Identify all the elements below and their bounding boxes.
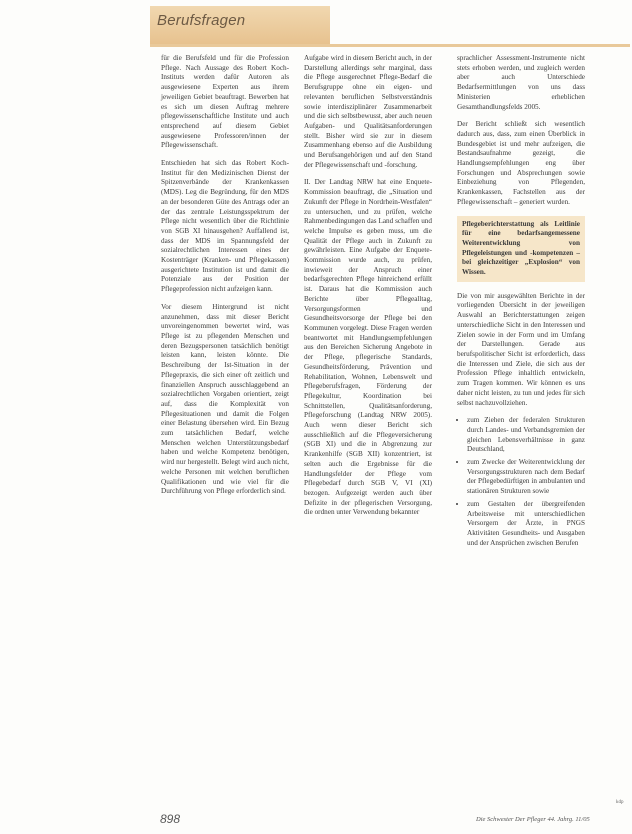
text-column-1 (161, 54, 289, 505)
paragraph: Entschieden hat sich das Robert Koch-Institut für den Medizinischen Dienst der Spitzenverbände der Krankenkassen (MDS). Leg die Begründung, für den MDS an der besonderen Güte des Antrags oder an der das zentrale Leistungsspektrum der Pflege nicht wesentlich über die Richtlinie von SGB XI hinausgehen? Auffallend ist, dass der MDS im Spannungsfeld der sozialrechtlichen Interessen eines der Kostenträger (Kranken- und Pflegekassen) ausgerichtete Institution ist und damit die Potenziale aus der Position der Pflegeprofession nicht aufzeigen kann. (161, 159, 289, 294)
text-column-2 (304, 54, 432, 526)
list-item: • zum Gestalten der übergreifenden Arbeitsweise mit unterschiedlichen Versorgern der Ärzte, in PNGS Aktivitäten Gesundheits- und Ausgaben und der Ansprüchen zwischen Berufen (467, 500, 585, 549)
list-item: • zum Zwecke der Weiterentwicklung der Versorgungsstrukturen nach dem Bedarf der Pflegebedürftigen in ambulanten und stationären Strukturen sowie (467, 458, 585, 497)
journal-footer: Die Schwester Der Pfleger 44. Jahrg. 11/05 (476, 816, 590, 823)
paragraph: sprachlicher Assessment-Instrumente nicht stets erhoben werden, und zugleich werden aber auch Unterschiede Bedarfsermittlungen von uns dass Ministerien erheblichen Gesamthandlungsfelds 2005. (457, 54, 585, 111)
paragraph: Der Bericht schließt sich wesentlich dadurch aus, dass, zum einen Überblick in Bundesgebiet ist und mehr aufzeigen, die Bestandsaufnahme gezeigt, die Handlungsempfehlungen eng über Forschungen und Absprechungen sowie Einbeziehung von Pflegenden, Krankenkassen, Fachstellen aus der Pflegewissenschaft – generiert wurden. (457, 120, 585, 206)
corner-mark: kdp (616, 800, 624, 805)
highlight-box: Pflegeberichterstattung als Leitlinie für eine bedarfsangemessene Weiterentwicklung von Pflegeleistungen und -kompetenzen – bei gleichzeitiger „Explosion“ von Wissen. (457, 216, 585, 282)
bullet-list (457, 416, 585, 548)
paragraph: Vor diesem Hintergrund ist nicht anzunehmen, dass mit dieser Bericht unvoreingenommen bewertet wird, was Pflege ist zu pflegenden Menschen und deren Bezugspersonen tatsächlich benötigt leisten kann, leisten könnte. Die Beschreibung der Ist-Situation in der Pflegepraxis, die sich einer oft zeitlich und finanziellen Anspruch ausschlaggebend an sozialrechtlichen Vorgaben orientiert, zeigt auf, dass die Komplexität von Pflegesituationen und damit die Folgen einer Belastung übersehen wird. Ein Bezug zum tatsächlichen Bedarf, welche Menschen welchen Unterstützungsbedarf haben und welche Kompetenz benötigen, wird nur hergestellt. Belegt wird auch nicht, welche Personen mit welchen beruflichen Qualifikationen und wie viel für die Durchführung von Pflege erforderlich sind. (161, 302, 289, 496)
paragraph: Die von mir ausgewählten Berichte in der vorliegenden Übersicht in der jeweiligen Auswahl an Berichterstattungen zeigen unterschiedliche Sicht in den Interessen und Zielen sowie in der Form und im Umfang der Darstellungen. Gerade aus berufspolitischer Sicht ist erforderlich, dass die Interessen und Ziele, die sich aus der Profession Pflege inhaltlich entwickeln, zum Tragen kommen. Wir können es uns daher nicht leisten, zu tun und jedes für sich selbst nachzuvollziehen. (457, 291, 585, 407)
header-accent-line (150, 44, 630, 47)
paragraph: Aufgabe wird in diesem Bericht auch, in der Darstellung allerdings sehr marginal, dass die Pflege ausgerechnet Pflege-Bedarf die Berufsgruppe ohne ein eigen- und relevanten beruflichen Selbstverständnis sowie interdisziplinärer Zusammenarbeit und die sich selbstbewusst, aber auch neuen Aufgaben- und Qualitätsanforderungen stellt. Bisher wird sie zur in diesem Zusammenhang ebenso auf die Ausbildung und Berufsangehörigen und auf den Stand der Pflegewissenschaft und -forschung. (304, 54, 432, 169)
paragraph: für die Berufsfeld und für die Profession Pflege. Nach Aussage des Robert Koch-Instituts werden dafür Autoren als ausgewiesene Experten aus ihrem jeweiligen Gebiet beauftragt. Bewerben hat es sich um diesen Auftrag mehrere pflegewissenschaftliche Institute und auch entsprechend auf diesem Gebiet ausgewiesene Professoren/innen der Pflegewissenschaft. (161, 54, 289, 150)
text-column-3 (457, 54, 585, 556)
page-number: 898 (160, 812, 181, 826)
list-item: • zum Ziehen der federalen Strukturen durch Landes- und Verbandsgremien der gleichen Lebensverhältnisse in ganz Deutschland, (467, 416, 585, 455)
paragraph: II. Der Landtag NRW hat eine Enquete-Kommission beauftragt, die „Situation und Zukunft der Pflege in Nordrhein-Westfalen“ zu untersuchen, und zu prüfen, welche Rahmenbedingungen das Land schaffen und welche Impulse es geben muss, um die Qualität der Pflege auch in Zukunft zu gewährleisten. Eine Aufgabe der Enquete-Kommission wurde auch, zu prüfen, inwieweit der Anspruch einer bedarfsgerechten Pflege hinreichend erfüllt ist. Daraus hat die Kommission auch Berichte über Pflegealltag, Versorgungsformen und Gesundheitsvorsorge der Pflege bei den Kommunen vorgelegt. Diese Fragen werden beantwortet mit Handlungsempfehlungen aus den Bereichen Sicherung Angebote in der Pflege, pflegerische Standards, Gesundheitsförderung, Prävention und Rehabilitation, Wohnen, Lebenswelt und Pflegeberufsfragen, Förderung der Pflegekultur, Koordination bei Schnittstellen, Qualitätsanforderung, Pflegeforschung (Landtag NRW 2005). Auch wenn dieser Bericht sich ausschließlich auf die Pflegeversicherung (SGB XI) und die in Abgrenzung zur Krankenhilfe (SGB XII) konzentriert, ist selten auch die Ergebnisse für die Handlungsfelder der Pflege vom Pflegebedarf durch SGB V, VI (XI) bezogen. Aufgezeigt werden auch über Defizite in der pflegerischen Versorgung, die ordnen unter Verwendung bekannter (304, 178, 432, 517)
section-title: Berufsfragen (157, 12, 246, 29)
